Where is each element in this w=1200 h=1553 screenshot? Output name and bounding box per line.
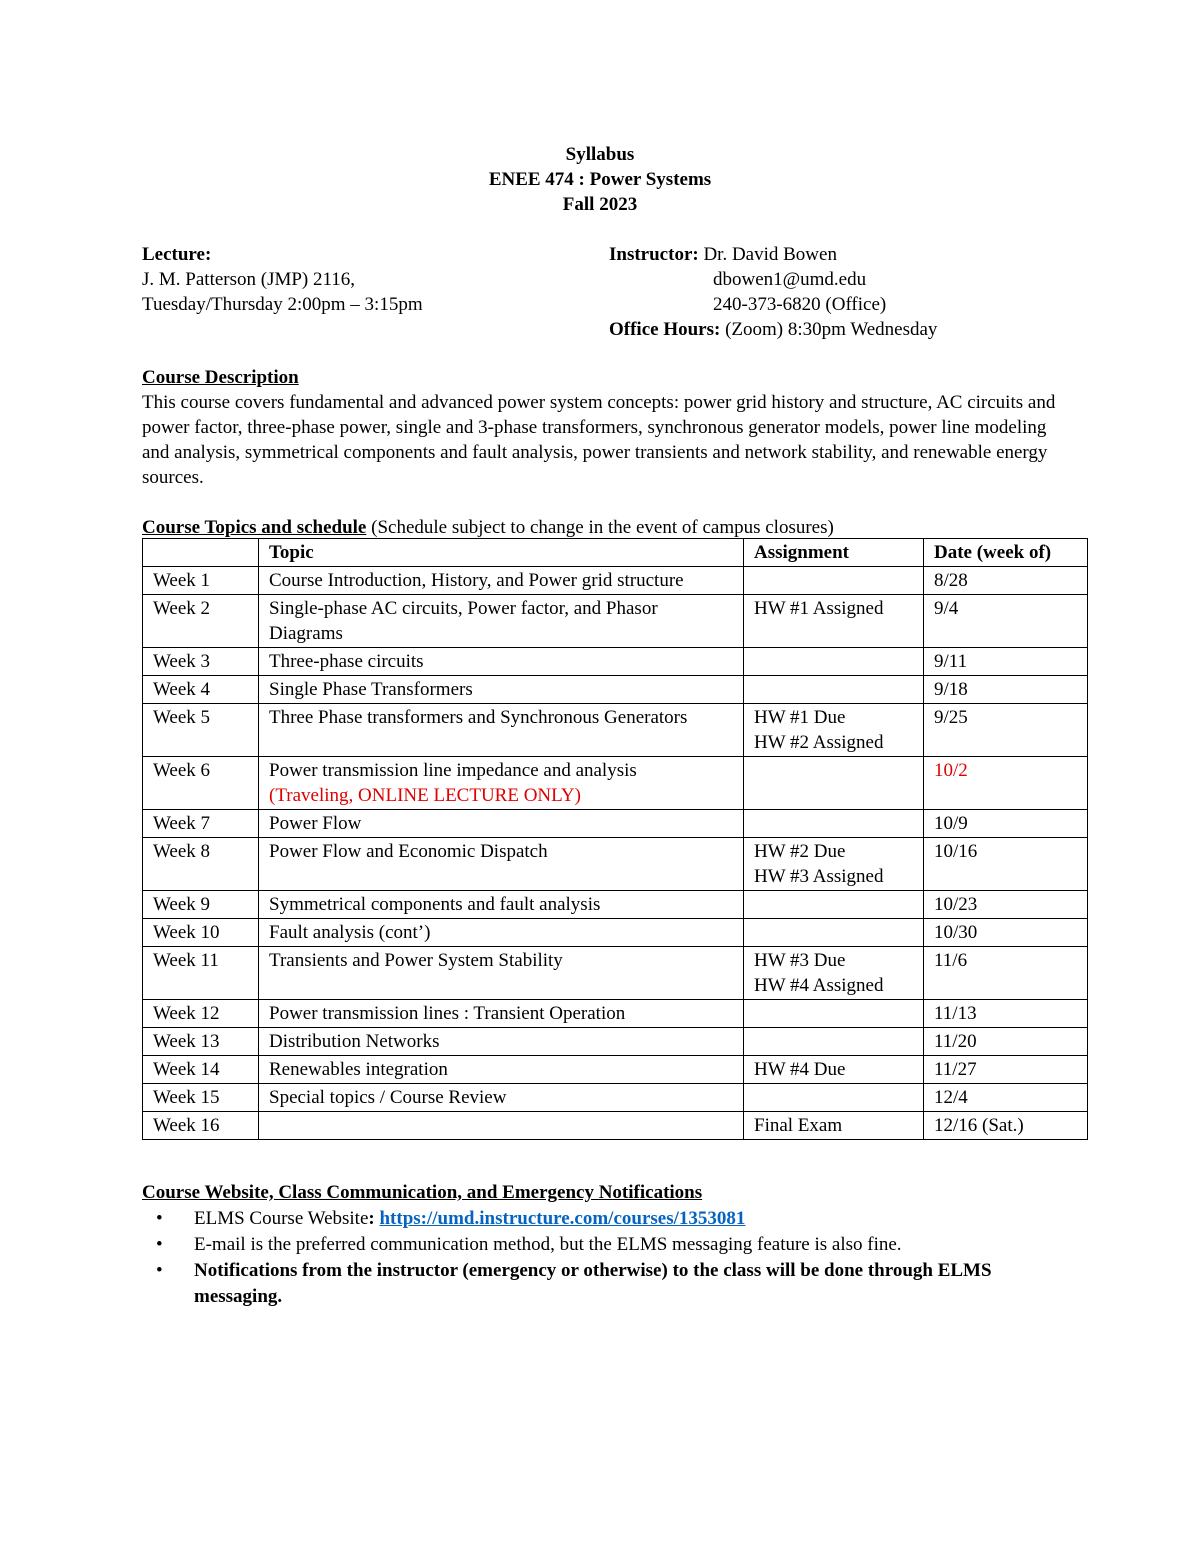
table-row — [143, 1056, 1088, 1084]
week-cell: Week 10 — [143, 919, 259, 947]
assignment-text: Final Exam — [754, 1115, 843, 1136]
title-term: Fall 2023 — [562, 194, 638, 215]
week-cell: Week 4 — [143, 676, 259, 704]
date-cell: 12/4 — [924, 1084, 1088, 1112]
assignment-text: HW #3 Assigned — [754, 866, 884, 887]
table-row — [143, 757, 1088, 810]
table-row — [143, 704, 1088, 757]
title-syllabus: Syllabus — [565, 144, 635, 165]
website-section — [142, 1180, 1082, 1310]
assignment-cell — [744, 595, 924, 648]
schedule-header-row — [143, 539, 1088, 567]
instructor-phone: 240-373-6820 (Office) — [713, 294, 887, 315]
topic-cell — [259, 595, 744, 648]
topic-text: Three Phase transformers and Synchronous Generators — [269, 707, 688, 728]
assignment-cell — [744, 757, 924, 810]
table-row — [143, 1112, 1088, 1140]
topic-text: Power Flow and Economic Dispatch — [269, 841, 548, 862]
date-cell: 11/27 — [924, 1056, 1088, 1084]
lecture-time: Tuesday/Thursday 2:00pm – 3:15pm — [142, 294, 423, 315]
topic-text: Three-phase circuits — [269, 651, 424, 672]
assignment-cell — [744, 1028, 924, 1056]
date-cell: 11/20 — [924, 1028, 1088, 1056]
topic-cell — [259, 567, 744, 595]
topic-note: (Traveling, ONLINE LECTURE ONLY) — [269, 785, 581, 806]
assignment-text: HW #4 Due — [754, 1059, 846, 1080]
bullet-icon: • — [156, 1208, 163, 1229]
topic-text: Power transmission line impedance and analysis — [269, 760, 637, 781]
table-row — [143, 567, 1088, 595]
topics-heading-title: Course Topics and schedule — [142, 517, 367, 538]
week-cell: Week 13 — [143, 1028, 259, 1056]
topic-text: Course Introduction, History, and Power grid structure — [269, 570, 684, 591]
date-cell: 11/6 — [924, 947, 1088, 1000]
assignment-cell — [744, 676, 924, 704]
topic-cell — [259, 1084, 744, 1112]
topic-cell — [259, 1056, 744, 1084]
assignment-cell — [744, 838, 924, 891]
table-row — [143, 595, 1088, 648]
topic-cell — [259, 838, 744, 891]
topic-text: Power transmission lines : Transient Operation — [269, 1003, 626, 1024]
topic-cell — [259, 757, 744, 810]
table-row — [143, 648, 1088, 676]
course-description-heading: Course Description — [142, 367, 299, 388]
email-preference-text: E-mail is the preferred communication method, but the ELMS messaging feature is also fine. — [194, 1234, 902, 1255]
topic-cell — [259, 1028, 744, 1056]
assignment-text: HW #1 Assigned — [754, 598, 884, 619]
date-cell: 9/11 — [924, 648, 1088, 676]
document-title — [0, 142, 1200, 217]
title-course: ENEE 474 : Power Systems — [488, 169, 712, 190]
header-week — [143, 539, 259, 567]
elms-website-colon: : — [368, 1208, 375, 1229]
topic-text: Renewables integration — [269, 1059, 448, 1080]
topic-text: Symmetrical components and fault analysis — [269, 894, 601, 915]
header-topic: Topic — [259, 539, 744, 567]
schedule-table — [142, 538, 1088, 1140]
table-row — [143, 676, 1088, 704]
week-cell: Week 3 — [143, 648, 259, 676]
table-row — [143, 891, 1088, 919]
date-cell: 10/9 — [924, 810, 1088, 838]
topic-cell — [259, 1000, 744, 1028]
list-item — [142, 1206, 1082, 1232]
assignment-text: HW #3 Due — [754, 950, 846, 971]
lecture-info — [142, 242, 423, 317]
header-date: Date (week of) — [924, 539, 1088, 567]
list-item — [142, 1232, 1082, 1258]
notifications-text: Notifications from the instructor (emergency or otherwise) to the class will be done through ELMS messaging. — [194, 1260, 992, 1307]
instructor-name: Dr. David Bowen — [698, 244, 837, 265]
topic-text: Special topics / Course Review — [269, 1087, 507, 1108]
table-row — [143, 838, 1088, 891]
list-item — [142, 1258, 1082, 1310]
bullet-icon: • — [156, 1260, 163, 1281]
table-row — [143, 1084, 1088, 1112]
topic-cell — [259, 810, 744, 838]
topic-cell — [259, 919, 744, 947]
header-assignment: Assignment — [744, 539, 924, 567]
assignment-cell — [744, 891, 924, 919]
elms-website-label: ELMS Course Website — [194, 1208, 369, 1229]
date-cell: 9/25 — [924, 704, 1088, 757]
assignment-cell — [744, 919, 924, 947]
office-hours-value: (Zoom) 8:30pm Wednesday — [720, 319, 938, 340]
table-row — [143, 919, 1088, 947]
table-row — [143, 1000, 1088, 1028]
week-cell: Week 9 — [143, 891, 259, 919]
website-heading: Course Website, Class Communication, and Emergency Notifications — [142, 1182, 703, 1203]
topic-cell — [259, 891, 744, 919]
website-list — [142, 1206, 1082, 1310]
assignment-text: HW #2 Assigned — [754, 732, 884, 753]
instructor-label: Instructor: — [609, 244, 699, 265]
week-cell: Week 16 — [143, 1112, 259, 1140]
course-description — [142, 365, 1062, 490]
assignment-cell — [744, 704, 924, 757]
assignment-cell — [744, 648, 924, 676]
week-cell: Week 12 — [143, 1000, 259, 1028]
table-row — [143, 947, 1088, 1000]
table-row — [143, 1028, 1088, 1056]
date-cell: 10/30 — [924, 919, 1088, 947]
date-cell: 10/2 — [924, 757, 1088, 810]
date-cell: 10/16 — [924, 838, 1088, 891]
week-cell: Week 1 — [143, 567, 259, 595]
lecture-label: Lecture: — [142, 244, 212, 265]
topic-text: Single-phase AC circuits, Power factor, and Phasor Diagrams — [269, 598, 658, 644]
bullet-icon: • — [156, 1234, 163, 1255]
week-cell: Week 6 — [143, 757, 259, 810]
week-cell: Week 15 — [143, 1084, 259, 1112]
course-description-text: This course covers fundamental and advanced power system concepts: power grid history and structure, AC circuits and power factor, three-phase power, single and 3-phase transformers, synchronous generator models, power line modeling and analysis, symmetrical components and fault analysis, power transients and network stability, and renewable energy sources. — [142, 392, 1056, 488]
topic-cell — [259, 1112, 744, 1140]
assignment-text: HW #4 Assigned — [754, 975, 884, 996]
assignment-cell — [744, 1084, 924, 1112]
week-cell: Week 2 — [143, 595, 259, 648]
assignment-text: HW #1 Due — [754, 707, 846, 728]
week-cell: Week 8 — [143, 838, 259, 891]
instructor-info — [609, 242, 937, 342]
topic-text: Power Flow — [269, 813, 362, 834]
topic-cell — [259, 648, 744, 676]
topic-cell — [259, 704, 744, 757]
week-cell: Week 7 — [143, 810, 259, 838]
assignment-cell — [744, 1112, 924, 1140]
topic-cell — [259, 947, 744, 1000]
week-cell: Week 14 — [143, 1056, 259, 1084]
week-cell: Week 5 — [143, 704, 259, 757]
date-cell: 11/13 — [924, 1000, 1088, 1028]
date-cell: 8/28 — [924, 567, 1088, 595]
instructor-email: dbowen1@umd.edu — [713, 269, 867, 290]
lecture-location: J. M. Patterson (JMP) 2116, — [142, 269, 356, 290]
date-cell: 9/4 — [924, 595, 1088, 648]
date-cell: 10/23 — [924, 891, 1088, 919]
assignment-cell — [744, 1056, 924, 1084]
topic-text: Distribution Networks — [269, 1031, 440, 1052]
assignment-cell — [744, 1000, 924, 1028]
topic-text: Transients and Power System Stability — [269, 950, 563, 971]
assignment-cell — [744, 567, 924, 595]
topic-text: Fault analysis (cont’) — [269, 922, 431, 943]
date-cell: 9/18 — [924, 676, 1088, 704]
assignment-cell — [744, 947, 924, 1000]
topics-heading-note: (Schedule subject to change in the event of campus closures) — [366, 517, 834, 538]
topic-cell — [259, 676, 744, 704]
table-row — [143, 810, 1088, 838]
assignment-text: HW #2 Due — [754, 841, 846, 862]
topics-heading — [142, 515, 834, 540]
date-cell: 12/16 (Sat.) — [924, 1112, 1088, 1140]
topic-text: Single Phase Transformers — [269, 679, 473, 700]
week-cell: Week 11 — [143, 947, 259, 1000]
elms-course-link[interactable]: https://umd.instructure.com/courses/1353081 — [379, 1208, 746, 1229]
assignment-cell — [744, 810, 924, 838]
office-hours-label: Office Hours: — [609, 319, 721, 340]
